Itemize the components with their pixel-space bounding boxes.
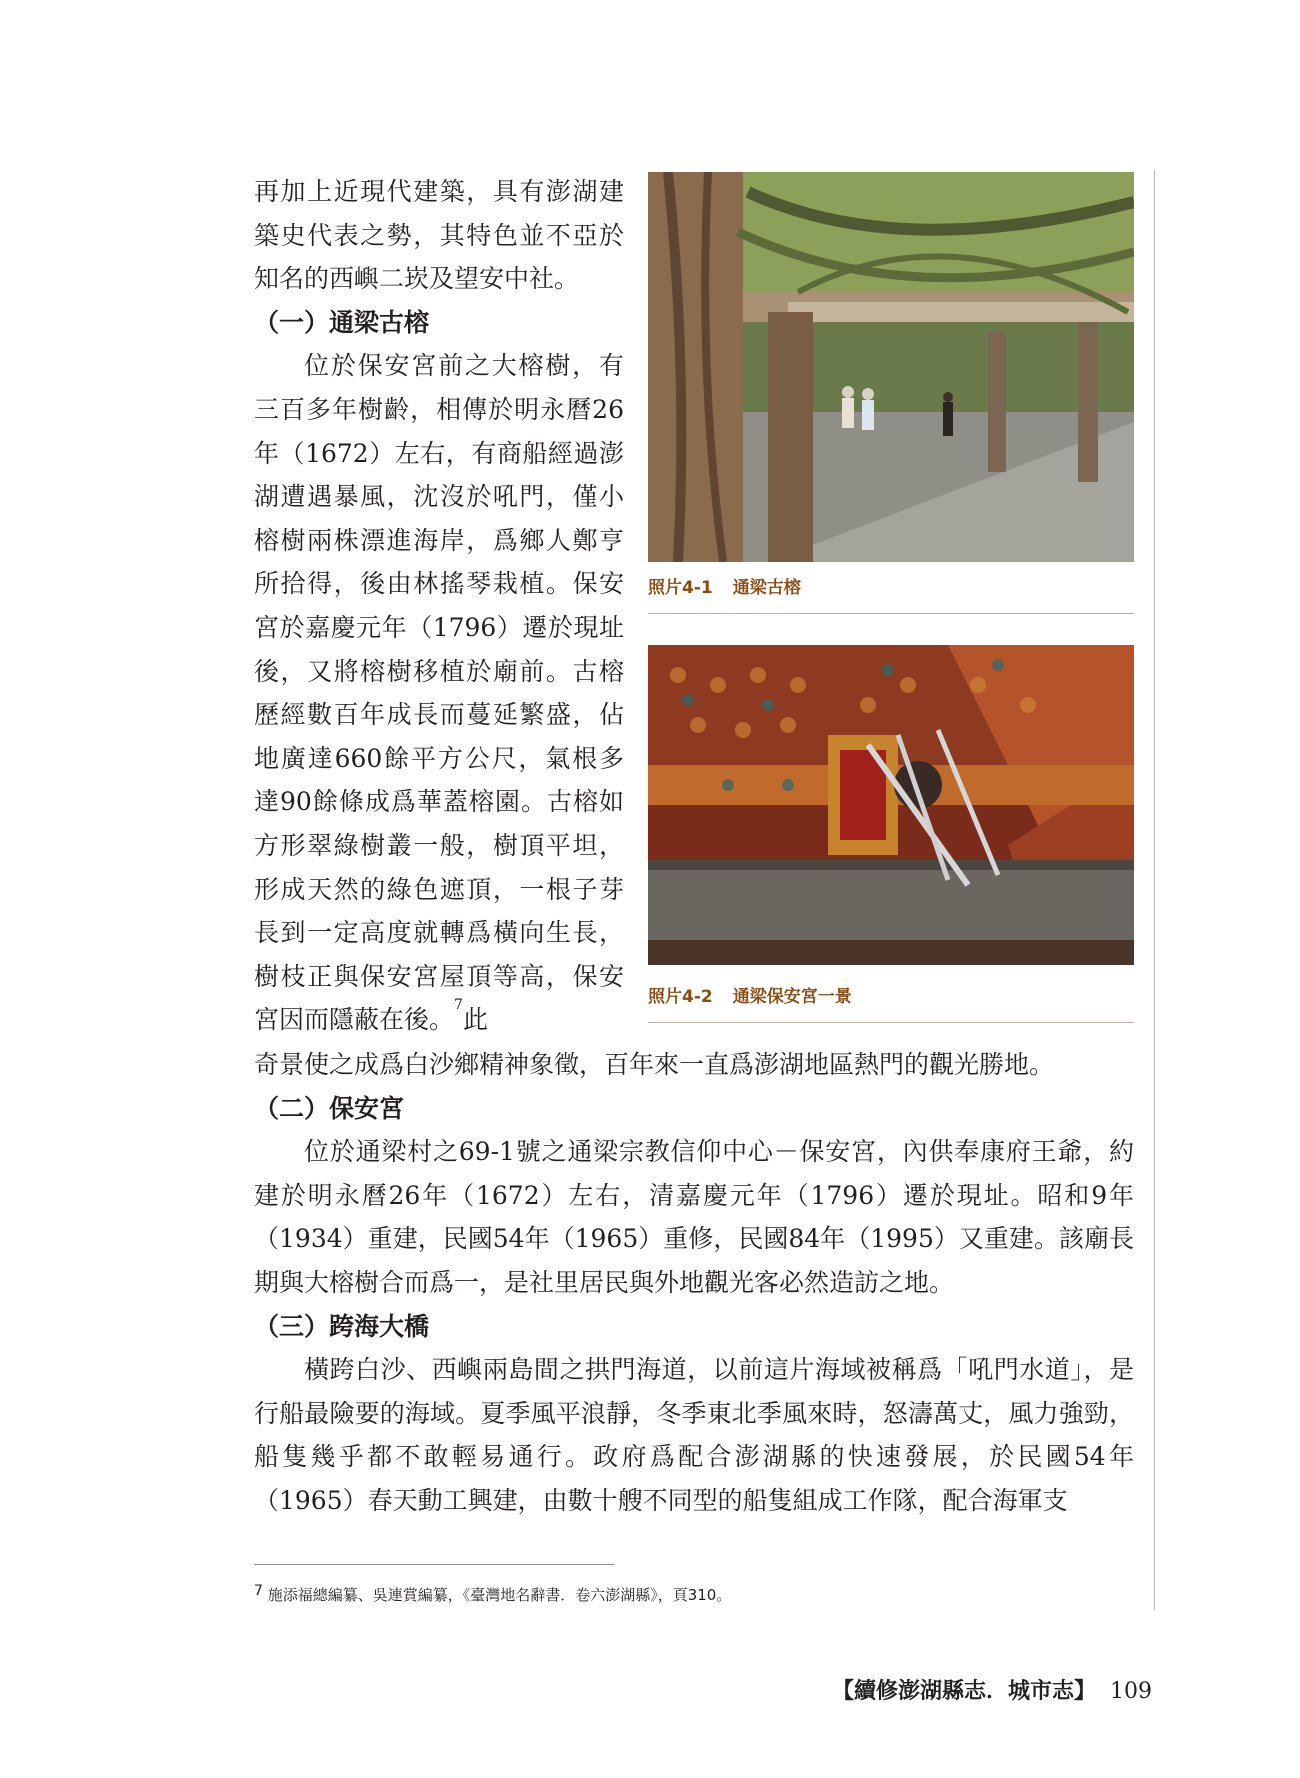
section1-text-tail: 此 bbox=[462, 1005, 488, 1035]
section1-paragraph bbox=[254, 344, 624, 1042]
section3-paragraph: 橫跨白沙、西嶼兩島間之拱門海道，以前這片海域被稱爲「吼門水道」，是行船最險要的海域。夏季風平浪靜，冬季東北季風來時，怒濤萬丈，風力強勁，船隻幾乎都不敢輕易通行。政府爲配合澎湖縣的快速發展，於民國54年（1965）春天動工興建，由數十艘不同型的船隻組成工作隊，配合海軍支 bbox=[254, 1355, 1134, 1515]
narrow-text-column bbox=[254, 170, 624, 1042]
section-heading-2: （二）保安宮 bbox=[254, 1093, 405, 1123]
footer-book-title: 【續修澎湖縣志．城市志】 bbox=[831, 1678, 1096, 1704]
page-footer bbox=[832, 1674, 1152, 1705]
photo-temple-interior bbox=[648, 645, 1134, 965]
section-heading-3: （三）跨海大橋 bbox=[254, 1311, 430, 1341]
photo-label-text-1: 通梁古榕 bbox=[732, 578, 801, 598]
section1-text: 位於保安宮前之大榕樹，有三百多年樹齡，相傳於明永曆26年（1672）左右，有商船經過澎湖遭遇暴風，沈沒於吼門，僅小榕樹兩株漂進海岸，爲鄉人鄭亨所拾得，後由林搖琴栽植。保安宮於嘉慶元年（1796）遷於現址後，又將榕樹移植於廟前。古榕歷經數百年成長而蔓延繁盛，佔地廣達660餘平方公尺，氣根多達90餘條成爲華蓋榕園。古榕如方形翠綠樹叢一般，樹頂平坦，形成天然的綠色遮頂，一根子芽長到一定高度就轉爲橫向生長，樹枝正與保安宮屋頂等高，保安宮因而隱蔽在後。 bbox=[254, 351, 624, 1035]
full-text-column bbox=[254, 1043, 1134, 1523]
section1-continuation: 奇景使之成爲白沙鄉精神象徵，百年來一直爲澎湖地區熱門的觀光勝地。 bbox=[254, 1050, 1055, 1079]
temple-photo-image bbox=[648, 645, 1134, 965]
footnote bbox=[254, 1584, 1134, 1605]
footnote-reference[interactable]: 7 bbox=[454, 997, 463, 1014]
photo-label-text-2: 通梁保安宮一景 bbox=[732, 987, 852, 1007]
footnote-separator bbox=[254, 1564, 614, 1565]
footnote-text: 施添福總編纂、吳連賞編纂，《臺灣地名辭書．卷六澎湖縣》，頁310。 bbox=[267, 1586, 732, 1604]
caption-rule-1 bbox=[648, 613, 1134, 614]
photo-caption-1 bbox=[648, 573, 1134, 598]
right-margin-rule bbox=[1154, 170, 1155, 1610]
photo-banyan-tree bbox=[648, 172, 1134, 562]
section2-paragraph: 位於通梁村之69-1號之通梁宗教信仰中心－保安宮，內供奉康府王爺，約建於明永曆26年（1672）左右，清嘉慶元年（1796）遷於現址。昭和9年（1934）重建，民國54年（1965）重修，民國84年（1995）又重建。該廟長期與大榕樹合而爲一，是社里居民與外地觀光客必然造訪之地。 bbox=[254, 1137, 1134, 1297]
section-heading-1: （一）通梁古榕 bbox=[254, 307, 430, 337]
photo-label-number-2: 照片4-2 bbox=[648, 987, 713, 1007]
photo-caption-2 bbox=[648, 982, 1134, 1007]
caption-rule-2 bbox=[648, 1022, 1134, 1023]
photo-label-number-1: 照片4-1 bbox=[648, 578, 713, 598]
footnote-mark: 7 bbox=[254, 1583, 263, 1599]
intro-paragraph: 再加上近現代建築，具有澎湖建築史代表之勢，其特色並不亞於知名的西嶼二崁及望安中社。 bbox=[254, 177, 624, 294]
banyan-photo-image bbox=[648, 172, 1134, 562]
page-number: 109 bbox=[1110, 1679, 1152, 1704]
